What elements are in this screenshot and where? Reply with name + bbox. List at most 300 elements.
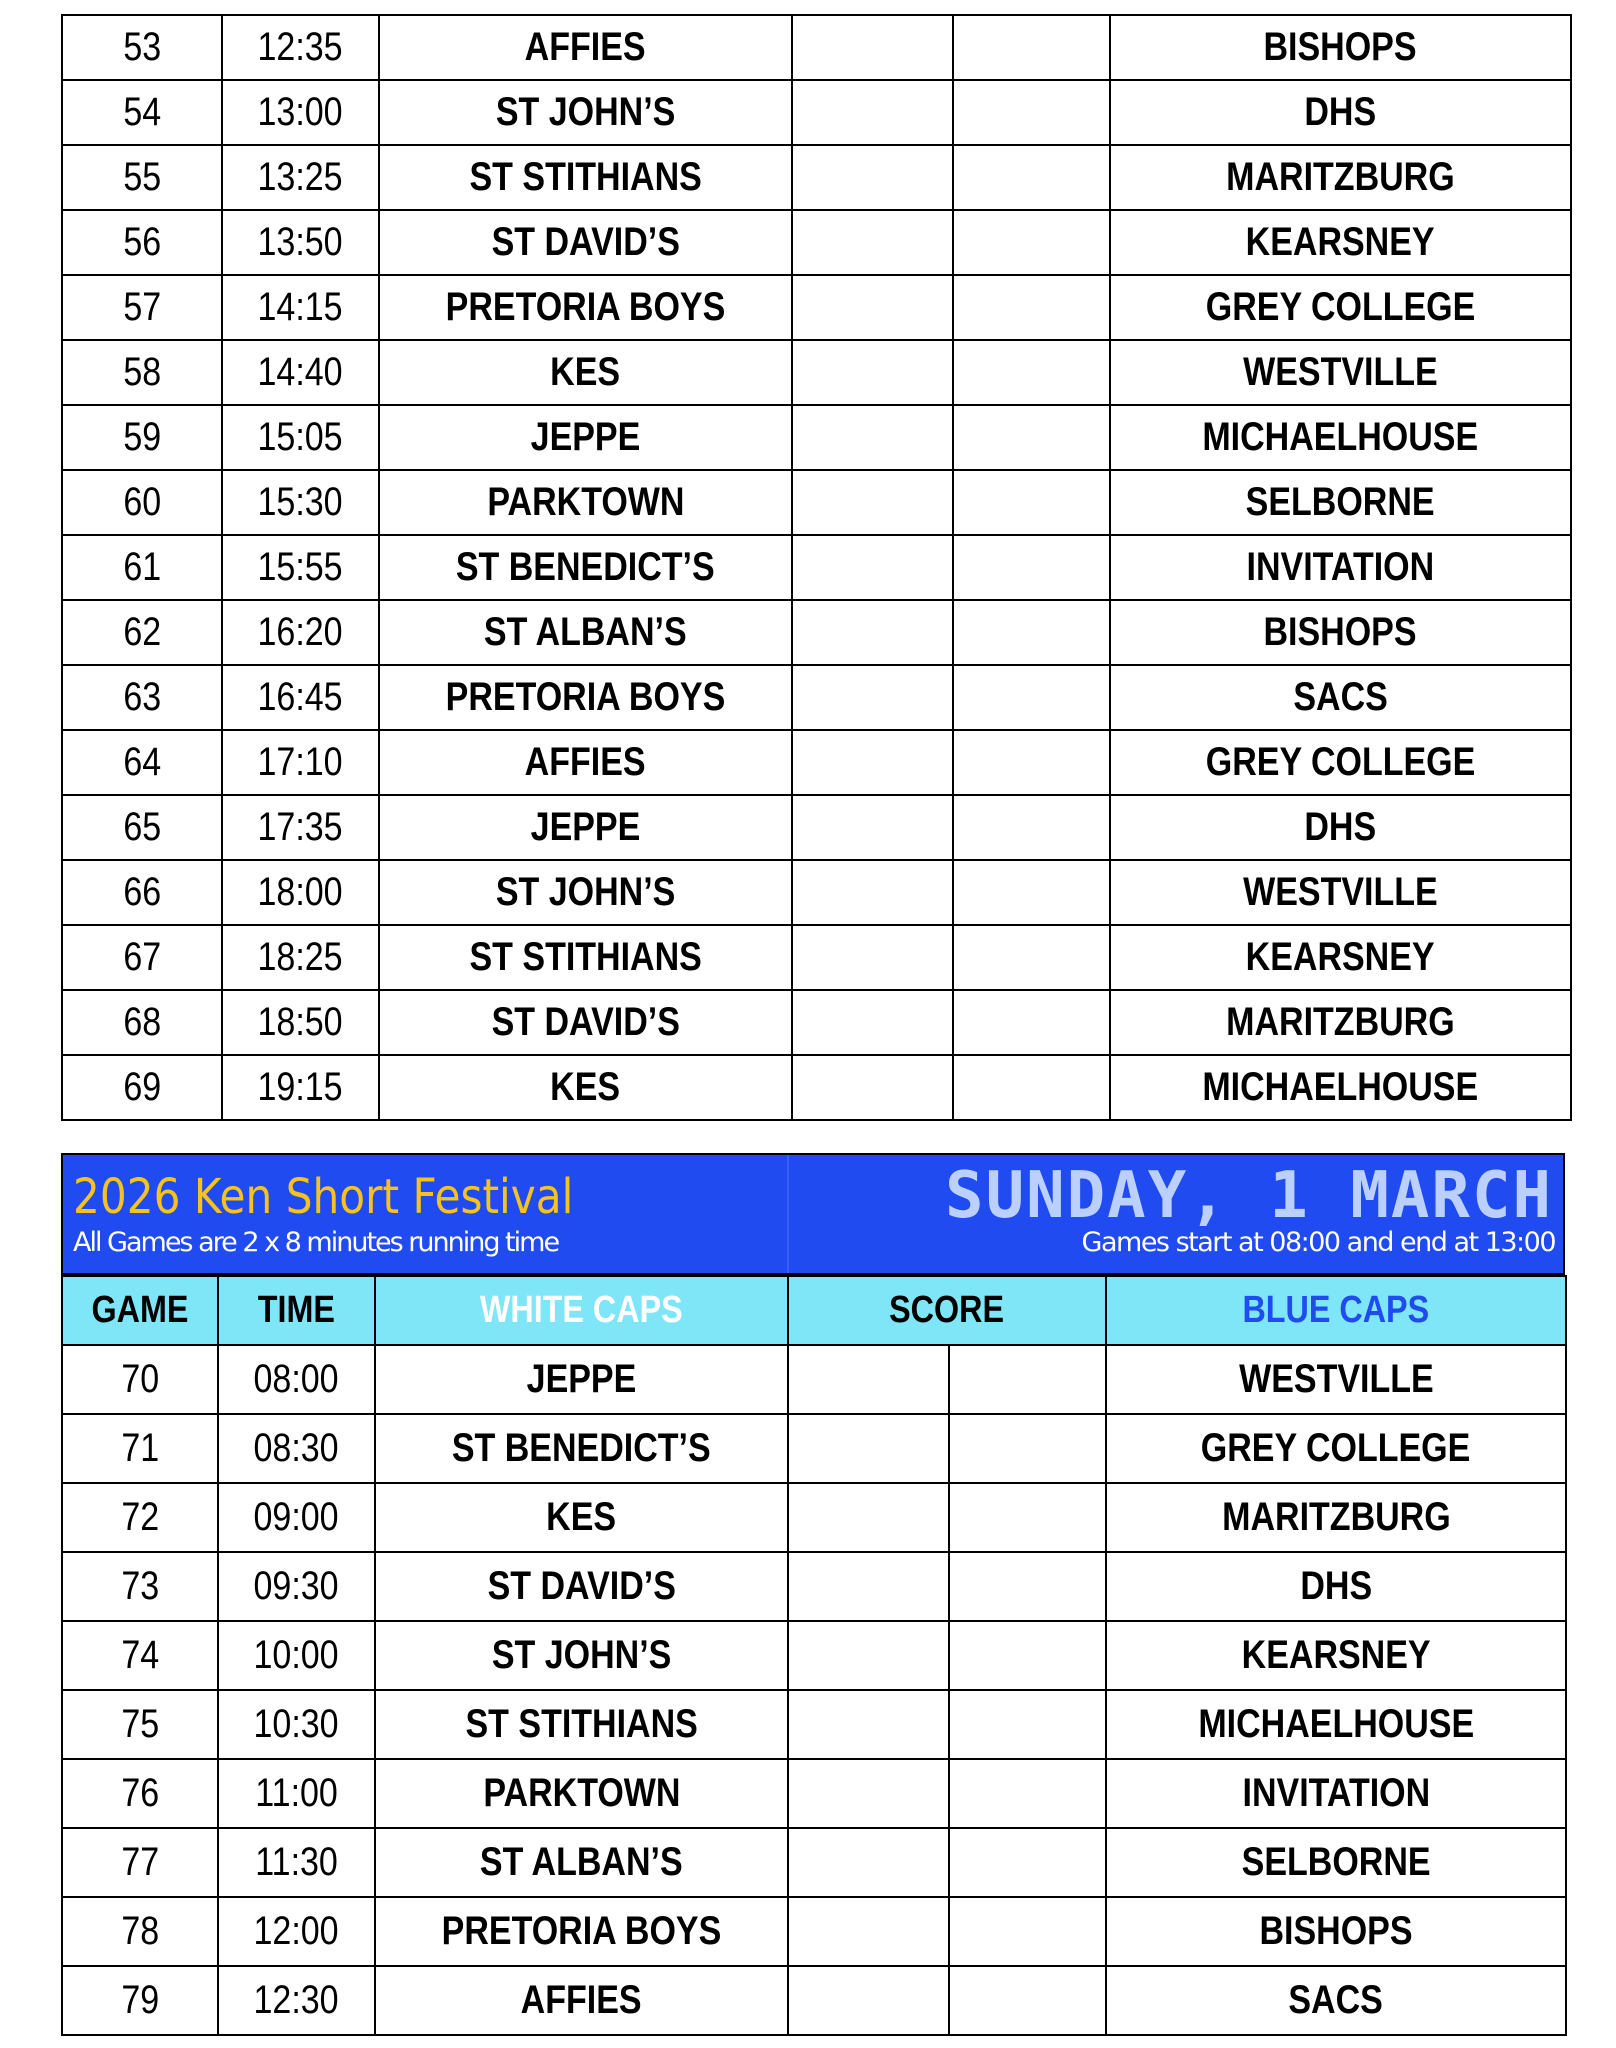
game-number xyxy=(62,210,222,275)
game-time-text: 10:00 xyxy=(253,1633,340,1677)
game-time xyxy=(218,1897,375,1966)
white-score-box[interactable] xyxy=(792,730,953,795)
game-number xyxy=(62,1759,218,1828)
game-time xyxy=(218,1828,375,1897)
game-time xyxy=(222,470,379,535)
white-caps-team xyxy=(379,210,792,275)
white-score-box[interactable] xyxy=(792,145,953,210)
sunday-fixtures-table xyxy=(61,1275,1567,2036)
white-score-box[interactable] xyxy=(788,1621,949,1690)
blue-caps-team-text: BISHOPS xyxy=(1263,25,1418,69)
game-time-text: 09:00 xyxy=(253,1495,340,1539)
white-score-box[interactable] xyxy=(788,1483,949,1552)
game-time xyxy=(222,925,379,990)
fixture-row xyxy=(62,1828,1566,1897)
blue-score-box[interactable] xyxy=(953,600,1110,665)
blue-caps-team-text: MARITZBURG xyxy=(1226,155,1455,199)
blue-score-box[interactable] xyxy=(953,470,1110,535)
white-caps-team xyxy=(379,795,792,860)
white-caps-team-text: AFFIES xyxy=(525,740,646,784)
white-caps-team xyxy=(379,340,792,405)
game-time-text: 18:50 xyxy=(257,1000,344,1044)
game-time xyxy=(222,535,379,600)
blue-caps-team-text: MARITZBURG xyxy=(1226,1000,1455,1044)
blue-caps-team-text: MICHAELHOUSE xyxy=(1198,1702,1474,1746)
white-caps-team-text: KES xyxy=(550,1065,621,1109)
blue-caps-team-text: WESTVILLE xyxy=(1238,1357,1434,1401)
blue-caps-team-text: GREY COLLEGE xyxy=(1201,1426,1471,1470)
blue-score-box[interactable] xyxy=(953,80,1110,145)
game-time xyxy=(222,600,379,665)
game-number-text: 56 xyxy=(123,220,161,264)
white-score-box[interactable] xyxy=(792,600,953,665)
white-caps-team-text: PARKTOWN xyxy=(486,480,685,524)
game-time xyxy=(218,1759,375,1828)
white-caps-team-text: ST ALBAN’S xyxy=(480,1840,683,1884)
blue-caps-team-text: INVITATION xyxy=(1246,545,1435,589)
white-caps-team xyxy=(375,1414,788,1483)
game-time xyxy=(218,1552,375,1621)
game-time-text: 11:00 xyxy=(255,1771,338,1815)
white-caps-team xyxy=(379,275,792,340)
game-number-text: 69 xyxy=(123,1065,161,1109)
white-caps-team xyxy=(379,925,792,990)
white-caps-team-text: ST JOHN’S xyxy=(495,90,676,134)
white-score-box[interactable] xyxy=(788,1828,949,1897)
blue-caps-team xyxy=(1110,275,1571,340)
white-caps-team-text: ST JOHN’S xyxy=(495,870,676,914)
white-score-box[interactable] xyxy=(792,340,953,405)
blue-score-box[interactable] xyxy=(949,1966,1106,2035)
white-caps-team-text: ST STITHIANS xyxy=(469,935,702,979)
game-time-text: 15:55 xyxy=(257,545,344,589)
blue-score-box[interactable] xyxy=(949,1483,1106,1552)
game-number-text: 65 xyxy=(123,805,161,849)
game-time xyxy=(222,860,379,925)
game-time xyxy=(218,1345,375,1414)
game-number xyxy=(62,1966,218,2035)
blue-score-box[interactable] xyxy=(953,1055,1110,1120)
blue-caps-team-text: MARITZBURG xyxy=(1221,1495,1451,1539)
fixture-row xyxy=(62,1055,1571,1120)
blue-score-box[interactable] xyxy=(953,990,1110,1055)
blue-caps-team-text: SACS xyxy=(1288,1978,1384,2022)
game-time xyxy=(222,795,379,860)
blue-caps-team xyxy=(1110,210,1571,275)
white-score-box[interactable] xyxy=(792,665,953,730)
blue-caps-team xyxy=(1110,535,1571,600)
fixture-row xyxy=(62,860,1571,925)
white-caps-team xyxy=(379,535,792,600)
banner-divider xyxy=(787,1155,789,1273)
blue-caps-team-text: SELBORNE xyxy=(1246,480,1435,524)
game-number-text: 62 xyxy=(123,610,161,654)
blue-score-box[interactable] xyxy=(953,15,1110,80)
game-time xyxy=(218,1690,375,1759)
fixture-row xyxy=(62,145,1571,210)
game-number-text: 79 xyxy=(121,1978,159,2022)
blue-caps-team xyxy=(1106,1483,1566,1552)
game-number-text: 77 xyxy=(121,1840,159,1884)
white-caps-team-text: PARKTOWN xyxy=(482,1771,681,1815)
white-score-box[interactable] xyxy=(788,1345,949,1414)
white-caps-team-text: AFFIES xyxy=(521,1978,642,2022)
game-number xyxy=(62,1345,218,1414)
game-number xyxy=(62,1483,218,1552)
white-caps-team xyxy=(375,1966,788,2035)
game-number xyxy=(62,405,222,470)
game-number-text: 60 xyxy=(123,480,161,524)
game-time xyxy=(218,1414,375,1483)
white-caps-team xyxy=(379,730,792,795)
white-caps-team-text: PRETORIA BOYS xyxy=(441,1909,722,1953)
game-number xyxy=(62,340,222,405)
game-time xyxy=(218,1621,375,1690)
white-caps-team-text: JEPPE xyxy=(530,805,641,849)
white-caps-team-text: ST DAVID’S xyxy=(487,1564,676,1608)
game-number-text: 76 xyxy=(121,1771,159,1815)
blue-score-box[interactable] xyxy=(949,1759,1106,1828)
blue-score-box[interactable] xyxy=(953,535,1110,600)
game-number-text: 53 xyxy=(123,25,161,69)
game-number xyxy=(62,925,222,990)
white-caps-team xyxy=(375,1621,788,1690)
white-score-box[interactable] xyxy=(792,860,953,925)
game-time xyxy=(222,80,379,145)
white-caps-team xyxy=(379,990,792,1055)
blue-caps-team-text: BISHOPS xyxy=(1263,610,1418,654)
game-time xyxy=(222,665,379,730)
game-number-text: 55 xyxy=(123,155,161,199)
white-caps-team xyxy=(379,470,792,535)
game-time-text: 17:10 xyxy=(257,740,344,784)
white-score-box[interactable] xyxy=(792,80,953,145)
day-title: SUNDAY, 1 MARCH xyxy=(945,1159,1553,1233)
game-time xyxy=(222,340,379,405)
white-caps-team xyxy=(375,1345,788,1414)
fixture-row xyxy=(62,600,1571,665)
white-score-box[interactable] xyxy=(788,1966,949,2035)
white-score-box[interactable] xyxy=(792,470,953,535)
game-time-text: 12:35 xyxy=(257,25,344,69)
game-number-text: 57 xyxy=(123,285,161,329)
game-time xyxy=(222,15,379,80)
game-time xyxy=(222,405,379,470)
blue-score-box[interactable] xyxy=(949,1345,1106,1414)
blue-score-box[interactable] xyxy=(953,730,1110,795)
fixture-row xyxy=(62,535,1571,600)
white-caps-team-text: PRETORIA BOYS xyxy=(445,285,726,329)
game-number xyxy=(62,535,222,600)
white-caps-team xyxy=(375,1759,788,1828)
game-number xyxy=(62,1055,222,1120)
white-score-box[interactable] xyxy=(792,405,953,470)
header-row xyxy=(62,1276,1566,1345)
game-time xyxy=(222,145,379,210)
blue-caps-team-text: WESTVILLE xyxy=(1243,350,1438,394)
blue-caps-team-text: KEARSNEY xyxy=(1241,1633,1431,1677)
game-time xyxy=(222,275,379,340)
sunday-fixtures-body xyxy=(62,1276,1566,2035)
blue-caps-team xyxy=(1110,1055,1571,1120)
white-caps-team-text: KES xyxy=(550,350,621,394)
game-time-text: 18:25 xyxy=(257,935,344,979)
white-caps-team-text: ST DAVID’S xyxy=(491,220,680,264)
white-score-box[interactable] xyxy=(792,210,953,275)
blue-caps-team xyxy=(1110,80,1571,145)
fixture-row xyxy=(62,1552,1566,1621)
festival-subtitle: All Games are 2 x 8 minutes running time xyxy=(73,1227,559,1258)
blue-caps-team-text: KEARSNEY xyxy=(1246,220,1435,264)
white-score-box[interactable] xyxy=(792,990,953,1055)
blue-score-box[interactable] xyxy=(953,860,1110,925)
game-number-text: 71 xyxy=(121,1426,159,1470)
blue-caps-team-text: DHS xyxy=(1304,805,1377,849)
game-number xyxy=(62,470,222,535)
blue-caps-team xyxy=(1106,1759,1566,1828)
blue-caps-team xyxy=(1110,860,1571,925)
game-time-text: 13:50 xyxy=(257,220,344,264)
white-caps-team xyxy=(379,1055,792,1120)
white-caps-team xyxy=(379,15,792,80)
blue-score-box[interactable] xyxy=(949,1690,1106,1759)
white-caps-team xyxy=(379,665,792,730)
fixture-row xyxy=(62,1759,1566,1828)
white-caps-team-text: ST STITHIANS xyxy=(469,155,702,199)
blue-caps-team xyxy=(1106,1966,1566,2035)
blue-caps-team-text: SELBORNE xyxy=(1241,1840,1431,1884)
white-caps-team-text: ST STITHIANS xyxy=(465,1702,698,1746)
fixture-row xyxy=(62,925,1571,990)
blue-caps-team xyxy=(1110,600,1571,665)
fixture-row xyxy=(62,730,1571,795)
game-number xyxy=(62,15,222,80)
game-time-text: 14:40 xyxy=(257,350,344,394)
white-score-box[interactable] xyxy=(788,1552,949,1621)
white-score-box[interactable] xyxy=(788,1690,949,1759)
game-time xyxy=(222,210,379,275)
fixture-row xyxy=(62,1345,1566,1414)
blue-score-box[interactable] xyxy=(949,1828,1106,1897)
white-score-box[interactable] xyxy=(792,15,953,80)
game-number xyxy=(62,730,222,795)
blue-caps-team xyxy=(1110,405,1571,470)
blue-caps-team xyxy=(1110,925,1571,990)
fixture-row xyxy=(62,990,1571,1055)
fixture-row xyxy=(62,1966,1566,2035)
game-time-text: 19:15 xyxy=(257,1065,344,1109)
game-number-text: 67 xyxy=(123,935,161,979)
blue-score-box[interactable] xyxy=(953,275,1110,340)
game-number xyxy=(62,665,222,730)
blue-caps-team xyxy=(1110,990,1571,1055)
blue-caps-team xyxy=(1110,15,1571,80)
white-score-box[interactable] xyxy=(788,1759,949,1828)
game-number xyxy=(62,1414,218,1483)
blue-caps-team-text: MICHAELHOUSE xyxy=(1202,415,1479,459)
fixture-row xyxy=(62,405,1571,470)
header-blue-caps: BLUE CAPS xyxy=(1106,1276,1566,1345)
fixture-row xyxy=(62,340,1571,405)
game-number-text: 61 xyxy=(123,545,161,589)
blue-caps-team xyxy=(1106,1897,1566,1966)
game-time-text: 18:00 xyxy=(257,870,344,914)
game-number xyxy=(62,1552,218,1621)
day-times: Games start at 08:00 and end at 13:00 xyxy=(1081,1227,1555,1258)
game-number-text: 73 xyxy=(121,1564,159,1608)
game-number xyxy=(62,275,222,340)
game-time-text: 16:20 xyxy=(257,610,344,654)
blue-caps-team-text: MICHAELHOUSE xyxy=(1202,1065,1479,1109)
game-number xyxy=(62,1897,218,1966)
game-number xyxy=(62,990,222,1055)
white-caps-team-text: AFFIES xyxy=(525,25,646,69)
header-white-caps: WHITE CAPS xyxy=(375,1276,788,1345)
white-caps-team-text: ST DAVID’S xyxy=(491,1000,680,1044)
blue-caps-team-text: BISHOPS xyxy=(1259,1909,1413,1953)
festival-title: 2026 Ken Short Festival xyxy=(73,1169,574,1225)
blue-score-box[interactable] xyxy=(953,145,1110,210)
blue-caps-team xyxy=(1110,795,1571,860)
blue-caps-team-text: GREY COLLEGE xyxy=(1205,285,1476,329)
game-number-text: 74 xyxy=(121,1633,159,1677)
fixture-row xyxy=(62,470,1571,535)
blue-score-box[interactable] xyxy=(949,1552,1106,1621)
white-score-box[interactable] xyxy=(792,535,953,600)
game-time xyxy=(218,1966,375,2035)
white-caps-team xyxy=(379,860,792,925)
fixture-row xyxy=(62,15,1571,80)
blue-caps-team xyxy=(1106,1621,1566,1690)
game-number-text: 63 xyxy=(123,675,161,719)
blue-caps-team xyxy=(1106,1690,1566,1759)
white-caps-team-text: PRETORIA BOYS xyxy=(445,675,726,719)
game-number-text: 64 xyxy=(123,740,161,784)
game-number-text: 78 xyxy=(121,1909,159,1953)
fixture-row xyxy=(62,1483,1566,1552)
fixture-row xyxy=(62,80,1571,145)
game-number xyxy=(62,600,222,665)
game-time-text: 10:30 xyxy=(253,1702,340,1746)
header-game: GAME xyxy=(62,1276,218,1345)
white-score-box[interactable] xyxy=(792,275,953,340)
game-number-text: 66 xyxy=(123,870,161,914)
game-number-text: 59 xyxy=(123,415,161,459)
fixture-row xyxy=(62,665,1571,730)
game-time-text: 17:35 xyxy=(257,805,344,849)
white-caps-team xyxy=(375,1483,788,1552)
fixture-row xyxy=(62,275,1571,340)
white-caps-team xyxy=(375,1690,788,1759)
game-number xyxy=(62,795,222,860)
fixture-row xyxy=(62,1690,1566,1759)
blue-caps-team-text: INVITATION xyxy=(1242,1771,1430,1815)
game-time-text: 08:30 xyxy=(253,1426,340,1470)
blue-score-box[interactable] xyxy=(949,1621,1106,1690)
game-time-text: 08:00 xyxy=(253,1357,340,1401)
white-caps-team xyxy=(375,1897,788,1966)
white-caps-team-text: KES xyxy=(546,1495,617,1539)
game-time-text: 14:15 xyxy=(257,285,344,329)
fixture-row xyxy=(62,1414,1566,1483)
fixture-row xyxy=(62,1897,1566,1966)
fixture-row xyxy=(62,795,1571,860)
white-caps-team xyxy=(375,1552,788,1621)
game-number xyxy=(62,80,222,145)
game-number-text: 58 xyxy=(123,350,161,394)
game-number-text: 54 xyxy=(123,90,161,134)
blue-caps-team xyxy=(1106,1828,1566,1897)
game-time-text: 09:30 xyxy=(253,1564,340,1608)
blue-caps-team xyxy=(1106,1414,1566,1483)
white-score-box[interactable] xyxy=(792,1055,953,1120)
blue-caps-team xyxy=(1110,730,1571,795)
blue-caps-team-text: SACS xyxy=(1293,675,1388,719)
game-time-text: 13:25 xyxy=(257,155,344,199)
game-time-text: 11:30 xyxy=(255,1840,338,1884)
game-number-text: 72 xyxy=(121,1495,159,1539)
blue-caps-team xyxy=(1106,1552,1566,1621)
header-score: SCORE xyxy=(788,1276,1106,1345)
blue-score-box[interactable] xyxy=(949,1897,1106,1966)
white-score-box[interactable] xyxy=(792,795,953,860)
white-score-box[interactable] xyxy=(792,925,953,990)
blue-caps-team xyxy=(1110,340,1571,405)
blue-score-box[interactable] xyxy=(953,795,1110,860)
blue-score-box[interactable] xyxy=(949,1414,1106,1483)
game-time-text: 16:45 xyxy=(257,675,344,719)
blue-score-box[interactable] xyxy=(953,925,1110,990)
game-time-text: 12:00 xyxy=(253,1909,340,1953)
fixture-row xyxy=(62,1621,1566,1690)
game-number xyxy=(62,860,222,925)
white-caps-team xyxy=(379,80,792,145)
game-number-text: 70 xyxy=(121,1357,159,1401)
game-number xyxy=(62,145,222,210)
game-time xyxy=(222,990,379,1055)
game-time xyxy=(222,1055,379,1120)
game-time-text: 12:30 xyxy=(253,1978,340,2022)
game-number xyxy=(62,1690,218,1759)
game-time xyxy=(218,1483,375,1552)
white-caps-team xyxy=(379,600,792,665)
blue-score-box[interactable] xyxy=(953,340,1110,405)
day-banner xyxy=(61,1153,1565,1275)
blue-score-box[interactable] xyxy=(953,210,1110,275)
white-score-box[interactable] xyxy=(788,1414,949,1483)
blue-score-box[interactable] xyxy=(953,665,1110,730)
blue-caps-team xyxy=(1106,1345,1566,1414)
white-caps-team-text: JEPPE xyxy=(530,415,641,459)
game-number-text: 75 xyxy=(121,1702,159,1746)
blue-caps-team-text: WESTVILLE xyxy=(1243,870,1438,914)
white-caps-team xyxy=(379,405,792,470)
white-caps-team-text: JEPPE xyxy=(526,1357,637,1401)
blue-caps-team xyxy=(1110,145,1571,210)
game-time-text: 15:05 xyxy=(257,415,344,459)
blue-caps-team-text: DHS xyxy=(1300,1564,1372,1608)
white-caps-team-text: ST JOHN’S xyxy=(491,1633,672,1677)
white-caps-team-text: ST BENEDICT’S xyxy=(456,545,715,589)
white-score-box[interactable] xyxy=(788,1897,949,1966)
game-number xyxy=(62,1621,218,1690)
white-caps-team-text: ST ALBAN’S xyxy=(484,610,687,654)
blue-caps-team xyxy=(1110,470,1571,535)
white-caps-team xyxy=(375,1828,788,1897)
game-number-text: 68 xyxy=(123,1000,161,1044)
white-caps-team-text: ST BENEDICT’S xyxy=(452,1426,711,1470)
blue-score-box[interactable] xyxy=(953,405,1110,470)
